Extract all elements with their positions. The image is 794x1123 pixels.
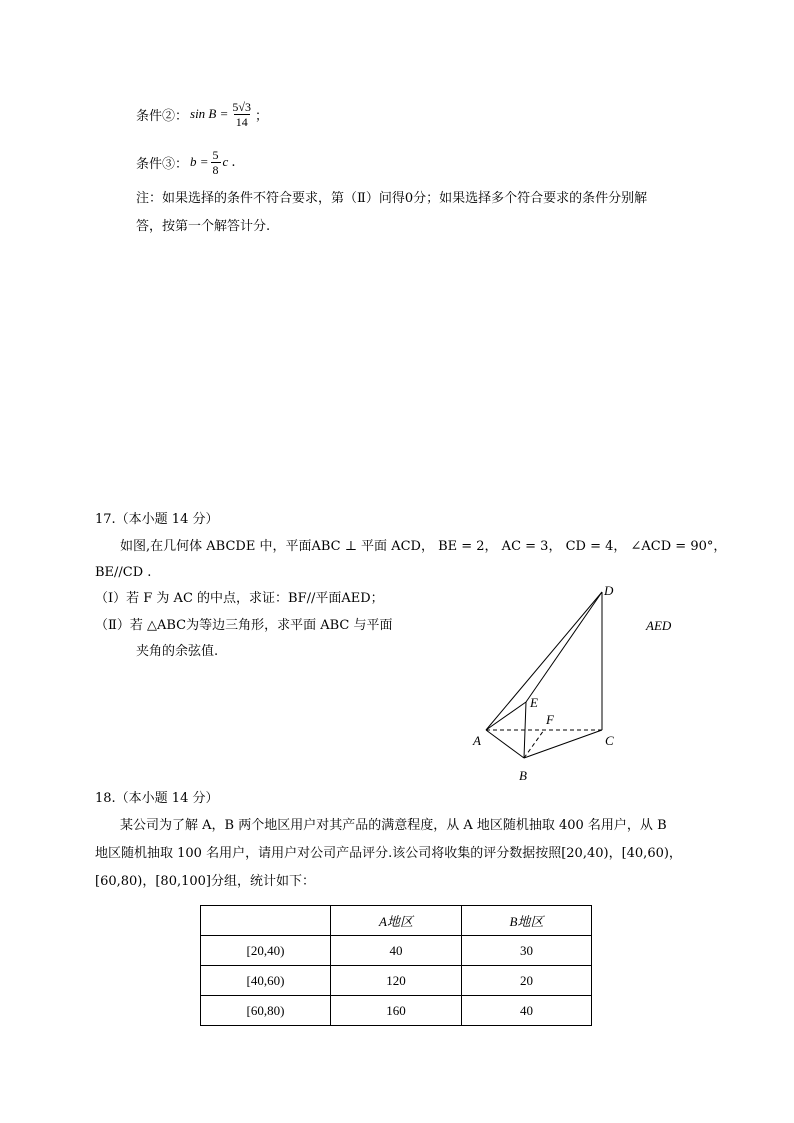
q17-part-2-line-2: 夹角的余弦值.	[136, 644, 219, 659]
table-cell-range: [40,60)	[201, 966, 331, 996]
note-line-2: 答，按第一个解答计分.	[136, 219, 271, 234]
table-header-cell: B地区	[462, 906, 592, 936]
q18-line-3: [60,80)，[80,100]分组，统计如下：	[95, 874, 315, 889]
table-header-cell: A地区	[331, 906, 462, 936]
condition-2-suffix: ；	[255, 108, 269, 124]
table-cell: 20	[462, 966, 592, 996]
table-cell: 40	[462, 996, 592, 1026]
condition-2-expr: sin B =	[190, 106, 229, 121]
q17-part-2: （Ⅱ）若 △ABC为等边三角形，求平面 ABC 与平面	[95, 618, 393, 633]
label-a: A	[473, 733, 481, 748]
condition-3	[136, 143, 235, 181]
fraction-numerator: 5√3	[232, 99, 251, 114]
fraction-numerator: 5	[212, 147, 219, 162]
fraction-denominator: 14	[235, 114, 248, 129]
edge-ed	[526, 592, 602, 702]
condition-3-expr: b =	[190, 154, 209, 169]
table-cell: 120	[331, 966, 462, 996]
label-e: E	[530, 695, 538, 710]
table-row	[201, 936, 592, 966]
table-cell: 30	[462, 936, 592, 966]
label-d: D	[604, 583, 614, 598]
condition-3-variable: c	[222, 154, 229, 169]
label-c: C	[605, 733, 614, 748]
q17-part-1: （Ⅰ）若 F 为 AC 的中点，求证：BF//平面AED；	[95, 591, 384, 606]
table-cell-range: [60,80)	[201, 996, 331, 1026]
q17-header: 17.（本小题 14 分）	[95, 512, 219, 527]
table-header-row	[201, 906, 592, 936]
condition-2-fraction	[230, 100, 253, 129]
table-cell: 40	[331, 936, 462, 966]
table-row	[201, 996, 592, 1026]
edge-bf-dashed	[524, 730, 544, 758]
score-table	[200, 905, 592, 1026]
edge-bc	[524, 730, 602, 758]
fraction-denominator: 8	[212, 162, 219, 177]
table-cell: 160	[331, 996, 462, 1026]
q18-line-2: 地区随机抽取 100 名用户，请用户对公司产品评分.该公司将收集的评分数据按照[20,40)，[40,60)，	[95, 846, 682, 861]
edge-ab	[486, 730, 524, 758]
q17-part-2-tail: AED	[646, 618, 672, 633]
note-line-1: 注：如果选择的条件不符合要求，第（Ⅱ）问得0分；如果选择多个符合要求的条件分别解	[136, 191, 648, 206]
table-header-cell	[201, 906, 331, 936]
table-cell-range: [20,40)	[201, 936, 331, 966]
condition-3-label: 条件③：	[136, 156, 189, 172]
edge-ad	[486, 592, 602, 730]
q18-line-1: 某公司为了解 A，B 两个地区用户对其产品的满意程度，从 A 地区随机抽取 400 名用户，从 B	[120, 818, 667, 833]
label-b: B	[519, 768, 527, 783]
condition-3-suffix: .	[231, 154, 236, 170]
table-row	[201, 966, 592, 996]
condition-3-fraction	[211, 148, 221, 177]
q18-header: 18.（本小题 14 分）	[95, 791, 219, 806]
geometry-figure	[460, 580, 640, 790]
label-f: F	[546, 712, 554, 727]
q17-line-1: 如图,在几何体 ABCDE 中，平面ABC ⊥ 平面 ACD， BE = 2， AC = 3， CD = 4， ∠ACD = 90°，	[120, 539, 727, 554]
condition-2	[136, 94, 268, 134]
q17-line-2: BE//CD .	[95, 565, 152, 580]
condition-2-label: 条件②：	[136, 108, 189, 124]
